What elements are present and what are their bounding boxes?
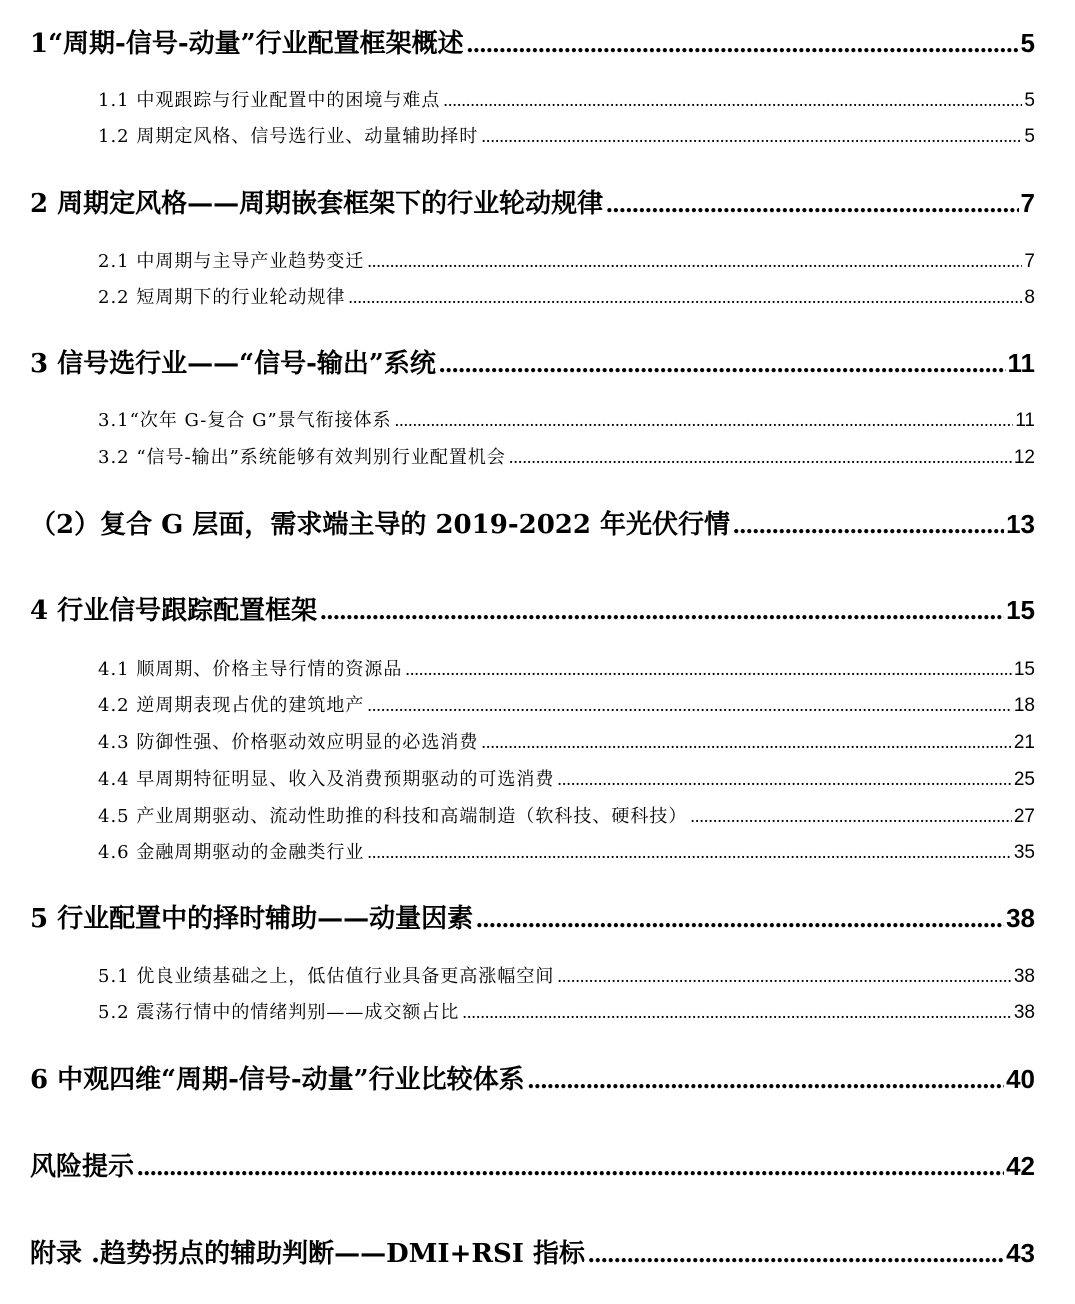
toc-entry-page: 38: [1006, 903, 1035, 933]
toc-entry-page: 7: [1020, 188, 1035, 218]
toc-entry-page: 12: [1013, 447, 1035, 468]
dot-leader: [439, 344, 1006, 384]
dot-leader: [395, 406, 1014, 434]
toc-entry-section-4-5[interactable]: [98, 802, 1035, 830]
toc-entry-title: 1.1 中观跟踪与行业配置中的困境与难点: [98, 90, 441, 111]
dot-leader: [367, 691, 1012, 719]
toc-entry-section-1-2[interactable]: [98, 122, 1035, 150]
dot-leader: [528, 1060, 1004, 1100]
toc-entry-page: 43: [1006, 1238, 1035, 1268]
toc-entry-appendix[interactable]: [30, 1233, 1035, 1273]
dot-leader: [367, 838, 1012, 866]
toc-entry-title: 5.2 震荡行情中的情绪判别——成交额占比: [98, 1002, 460, 1023]
toc-entry-title: 4.2 逆周期表现占优的建筑地产: [98, 695, 365, 716]
dot-leader: [367, 247, 1022, 275]
dot-leader: [509, 443, 1012, 471]
dot-leader: [557, 765, 1012, 793]
toc-entry-page: 15: [1013, 659, 1035, 680]
toc-entry-page: 35: [1013, 842, 1035, 863]
toc-entry-title: 附录 .趋势拐点的辅助判断——DMI+RSI 指标: [30, 1239, 585, 1269]
toc-entry-chapter-4[interactable]: [30, 590, 1035, 630]
toc-entry-title: 3.1“次年 G-复合 G”景气衔接体系: [98, 410, 392, 431]
toc-entry-page: 8: [1024, 287, 1035, 308]
dot-leader: [137, 1147, 1004, 1187]
toc-entry-chapter-5[interactable]: [30, 898, 1035, 938]
dot-leader: [476, 899, 1004, 939]
toc-entry-page: 18: [1013, 695, 1035, 716]
toc-entry-chapter-1[interactable]: [30, 23, 1035, 63]
toc-entry-title: （2）复合 G 层面，需求端主导的 2019-2022 年光伏行情: [30, 510, 731, 540]
toc-entry-title: 2.1 中周期与主导产业趋势变迁: [98, 251, 365, 272]
toc-entry-page: 38: [1013, 1002, 1035, 1023]
dot-leader: [690, 802, 1012, 830]
dot-leader: [405, 655, 1012, 683]
toc-entry-title: 4.4 早周期特征明显、收入及消费预期驱动的可选消费: [98, 769, 555, 790]
toc-entry-section-4-1[interactable]: [98, 655, 1035, 683]
toc-entry-page: 13: [1006, 509, 1035, 539]
toc-entry-section-1-1[interactable]: [98, 86, 1035, 114]
toc-entry-page: 5: [1024, 90, 1035, 111]
toc-entry-title: 5 行业配置中的择时辅助——动量因素: [30, 904, 474, 934]
toc-entry-risk-notice[interactable]: [30, 1146, 1035, 1186]
toc-entry-page: 21: [1013, 732, 1035, 753]
toc-entry-page: 5: [1024, 126, 1035, 147]
toc-entry-title: 2.2 短周期下的行业轮动规律: [98, 287, 346, 308]
toc-entry-section-3-1[interactable]: [98, 406, 1035, 434]
toc-entry-title: 3.2 “信号-输出”系统能够有效判别行业配置机会: [98, 447, 506, 468]
toc-entry-page: 15: [1006, 595, 1035, 625]
dot-leader: [481, 728, 1012, 756]
dot-leader: [443, 86, 1022, 114]
toc-entry-title: 4.1 顺周期、价格主导行情的资源品: [98, 659, 403, 680]
toc-entry-page: 11: [1007, 348, 1035, 378]
toc-entry-page: 27: [1013, 806, 1035, 827]
toc-entry-section-2-2[interactable]: [98, 283, 1035, 311]
toc-entry-page: 5: [1020, 28, 1035, 58]
toc-entry-title: 5.1 优良业绩基础之上，低估值行业具备更高涨幅空间: [98, 966, 555, 987]
toc-entry-title: 4.3 防御性强、价格驱动效应明显的必选消费: [98, 732, 479, 753]
toc-entry-subchapter-3-2-2[interactable]: [30, 504, 1035, 544]
toc-entry-title: 3 信号选行业——“信号-输出”系统: [30, 349, 436, 379]
toc-entry-section-3-2[interactable]: [98, 443, 1035, 471]
dot-leader: [348, 283, 1022, 311]
toc-entry-section-5-2[interactable]: [98, 998, 1035, 1026]
toc-entry-chapter-6[interactable]: [30, 1059, 1035, 1099]
dot-leader: [557, 962, 1012, 990]
toc-entry-page: 25: [1013, 769, 1035, 790]
toc-entry-section-2-1[interactable]: [98, 247, 1035, 275]
dot-leader: [481, 122, 1022, 150]
toc-entry-section-5-1[interactable]: [98, 962, 1035, 990]
toc-entry-title: 1.2 周期定风格、信号选行业、动量辅助择时: [98, 126, 479, 147]
toc-entry-chapter-2[interactable]: [30, 183, 1035, 223]
dot-leader: [320, 591, 1004, 631]
toc-entry-section-4-3[interactable]: [98, 728, 1035, 756]
toc-entry-page: 7: [1024, 251, 1035, 272]
dot-leader: [467, 24, 1019, 64]
toc-entry-chapter-3[interactable]: [30, 343, 1035, 383]
toc-entry-page: 38: [1013, 966, 1035, 987]
toc-entry-title: 1“周期-信号-动量”行业配置框架概述: [30, 29, 464, 59]
toc-entry-section-4-6[interactable]: [98, 838, 1035, 866]
toc-entry-page: 40: [1006, 1064, 1035, 1094]
dot-leader: [733, 505, 1004, 545]
toc-entry-title: 4.5 产业周期驱动、流动性助推的科技和高端制造（软科技、硬科技）: [98, 806, 688, 827]
toc-entry-title: 4.6 金融周期驱动的金融类行业: [98, 842, 365, 863]
toc-entry-title: 4 行业信号跟踪配置框架: [30, 596, 318, 626]
toc-entry-section-4-4[interactable]: [98, 765, 1035, 793]
dot-leader: [588, 1234, 1004, 1274]
dot-leader: [462, 998, 1012, 1026]
dot-leader: [606, 184, 1018, 224]
toc-entry-title: 6 中观四维“周期-信号-动量”行业比较体系: [30, 1065, 525, 1095]
toc-entry-title: 风险提示: [30, 1152, 135, 1182]
toc-entry-title: 2 周期定风格——周期嵌套框架下的行业轮动规律: [30, 189, 604, 219]
toc-entry-page: 42: [1006, 1151, 1035, 1181]
toc-entry-page: 11: [1015, 410, 1035, 431]
toc-entry-section-4-2[interactable]: [98, 691, 1035, 719]
